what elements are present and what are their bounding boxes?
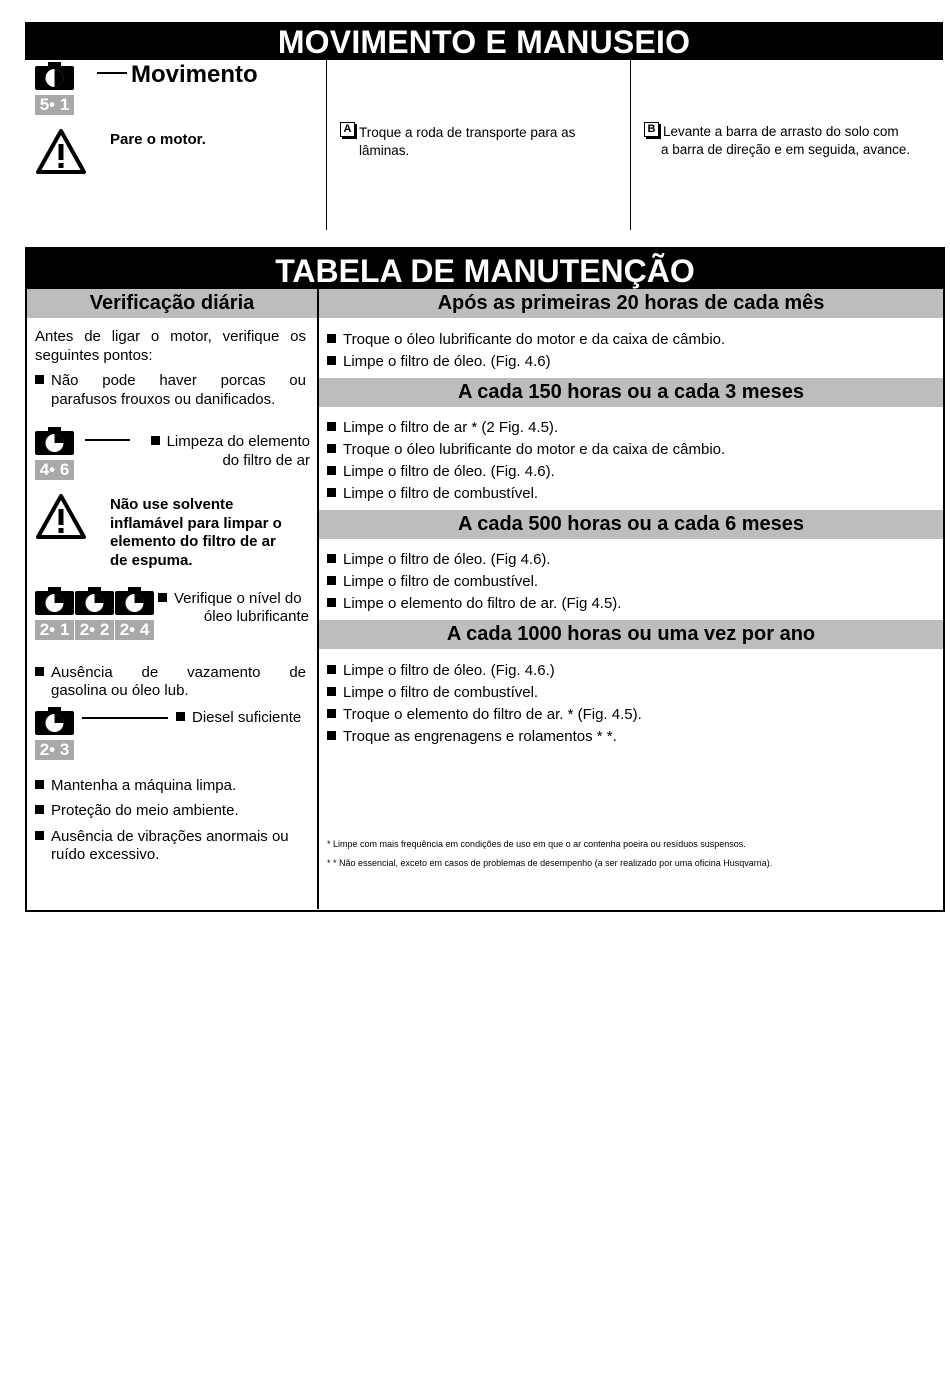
oil-level-line2: óleo lubrificante: [203, 608, 309, 625]
header-1000-hours: A cada 1000 horas ou uma vez por ano: [319, 620, 943, 649]
warning-line4: de espuma.: [110, 552, 193, 569]
bullet-icon: [327, 554, 336, 563]
list-item: Mantenha a máquina limpa.: [35, 776, 236, 795]
ref-label: 2• 1: [35, 620, 74, 640]
bullet-icon: [35, 667, 44, 676]
footnote-1: * Limpe com mais frequência em condições de uso em que o ar contenha poeira ou resíduos suspensos.: [327, 839, 746, 849]
ref-dash: [82, 717, 168, 719]
column-divider: [326, 60, 327, 230]
step-b-text-line2: a barra de direção e em seguida, avance.: [661, 142, 911, 157]
list-item-cont: parafusos frouxos ou danificados.: [51, 391, 276, 408]
list-item-cont: gasolina ou óleo lub.: [51, 682, 189, 699]
list-item-cont: ruído excessivo.: [51, 846, 160, 863]
intro-line1: Antes de ligar o motor, verifique os: [35, 328, 306, 345]
bullet-icon: [327, 709, 336, 718]
warning-line1: Não use solvente: [110, 496, 234, 513]
bullet-icon: [327, 731, 336, 740]
ref-label: 2• 4: [115, 620, 154, 640]
bullet-icon: [35, 780, 44, 789]
footnote-2: * * Não essencial, exceto em casos de problemas de desempenho (a ser realizado por uma oficina Husqvarna).: [327, 858, 773, 868]
warning-icon: [35, 493, 87, 540]
list-item: Limpe o filtro de óleo. (Fig. 4.6): [327, 352, 551, 371]
ref-label: 2• 3: [35, 740, 74, 760]
camera-icon: [35, 587, 74, 615]
bullet-icon: [327, 466, 336, 475]
list-item: Troque o óleo lubrificante do motor e da caixa de câmbio.: [327, 330, 725, 349]
list-item: Troque o elemento do filtro de ar. * (Fig. 4.5).: [327, 705, 642, 724]
warning-stop-engine: Pare o motor.: [110, 131, 206, 148]
list-item: Limpe o filtro de óleo. (Fig 4.6).: [327, 550, 551, 569]
camera-ref-2-4: [115, 587, 154, 639]
bullet-icon: [176, 712, 185, 721]
oil-level-line1: Verifique o nível do: [158, 589, 302, 608]
diesel-item: Diesel suficiente: [176, 708, 301, 727]
air-filter-line1: Limpeza do elemento: [140, 432, 310, 451]
subtitle-movimento: Movimento: [131, 61, 258, 88]
camera-icon: [75, 587, 114, 615]
step-a-badge: A: [340, 122, 355, 137]
camera-icon: [35, 707, 74, 735]
list-item: Limpe o filtro de combustível.: [327, 572, 538, 591]
header-first-20-hours: Após as primeiras 20 horas de cada mês: [319, 289, 943, 318]
step-a-text-line2: lâminas.: [359, 143, 410, 158]
bullet-icon: [35, 805, 44, 814]
list-item: Ausência de vibrações anormais ou: [35, 827, 289, 846]
bullet-icon: [327, 488, 336, 497]
section-title-movimento: MOVIMENTO E MANUSEIO: [25, 22, 943, 60]
step-b-badge: B: [644, 122, 659, 137]
bullet-icon: [327, 687, 336, 696]
bullet-icon: [327, 576, 336, 585]
bullet-icon: [327, 598, 336, 607]
intro-line2: seguintes pontos:: [35, 347, 153, 364]
list-item: Limpe o filtro de combustível.: [327, 683, 538, 702]
bullet-icon: [35, 831, 44, 840]
list-item: Limpe o filtro de combustível.: [327, 484, 538, 503]
warning-line2: inflamável para limpar o: [110, 515, 282, 532]
list-item: Ausência de vazamento de: [35, 663, 306, 682]
camera-ref-2-3: [35, 707, 74, 759]
list-item: Não pode haver porcas ou: [35, 371, 306, 390]
warning-line3: elemento do filtro de ar: [110, 533, 276, 550]
bullet-icon: [151, 436, 160, 445]
step-a-text-line1: Troque a roda de transporte para as: [359, 125, 576, 140]
bullet-icon: [327, 665, 336, 674]
air-filter-line2: do filtro de ar: [222, 452, 310, 469]
ref-label: 5• 1: [35, 95, 74, 115]
camera-icon: [35, 62, 74, 90]
camera-ref-4-6: [35, 427, 74, 479]
camera-icon: [115, 587, 154, 615]
header-daily-check: Verificação diária: [27, 289, 317, 318]
title-dash: [97, 72, 127, 74]
ref-label: 2• 2: [75, 620, 114, 640]
ref-label: 4• 6: [35, 460, 74, 480]
list-item: Limpe o filtro de óleo. (Fig. 4.6).: [327, 462, 555, 481]
column-divider: [630, 60, 631, 230]
list-item: Limpe o filtro de óleo. (Fig. 4.6.): [327, 661, 555, 680]
step-b-text-line1: Levante a barra de arrasto do solo com: [663, 124, 899, 139]
list-item: Limpe o elemento do filtro de ar. (Fig 4.5).: [327, 594, 621, 613]
list-item: Limpe o filtro de ar * (2 Fig. 4.5).: [327, 418, 558, 437]
camera-ref-5-1: [35, 62, 74, 114]
ref-dash: [85, 439, 130, 441]
warning-icon: [35, 128, 87, 175]
camera-ref-2-2: [75, 587, 114, 639]
list-item: Troque as engrenagens e rolamentos * *.: [327, 727, 617, 746]
camera-ref-2-1: [35, 587, 74, 639]
section-title-manutencao: TABELA DE MANUTENÇÃO: [27, 249, 943, 289]
bullet-icon: [327, 422, 336, 431]
camera-icon: [35, 427, 74, 455]
list-item: Proteção do meio ambiente.: [35, 801, 239, 820]
bullet-icon: [35, 375, 44, 384]
bullet-icon: [327, 444, 336, 453]
header-150-hours: A cada 150 horas ou a cada 3 meses: [319, 378, 943, 407]
list-item: Troque o óleo lubrificante do motor e da caixa de câmbio.: [327, 440, 725, 459]
header-500-hours: A cada 500 horas ou a cada 6 meses: [319, 510, 943, 539]
bullet-icon: [327, 356, 336, 365]
bullet-icon: [158, 593, 167, 602]
bullet-icon: [327, 334, 336, 343]
